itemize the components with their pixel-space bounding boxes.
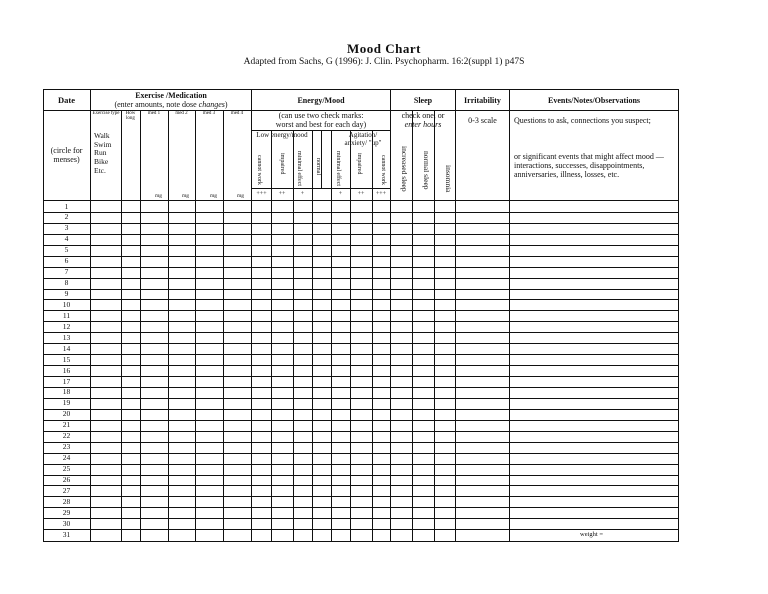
mark-high-2: ++ (357, 191, 365, 197)
agitation-label: Agitation/ anxiety/ "up" (344, 131, 382, 148)
mark-high-1: + (338, 191, 343, 197)
weight-label: weight = (580, 531, 603, 538)
exercise-note: (enter amounts, note dose changes) (114, 100, 228, 109)
sleep-increased: increased sleep (400, 146, 409, 192)
day-row-1: 1 (64, 201, 69, 211)
day-row-15: 15 (62, 354, 71, 364)
day-row-19: 19 (62, 398, 71, 408)
sleep-note-1: check one, or (401, 111, 445, 120)
events-significant: or significant events that might affect mood — interactions, successes, disappointments, anniversaries, illness, losses, etc. (514, 152, 664, 180)
day-row-20: 20 (62, 409, 71, 419)
day-row-11: 11 (62, 310, 71, 320)
med2-unit: mg (182, 193, 190, 199)
day-row-28: 28 (62, 496, 71, 506)
med1-unit: mg (155, 193, 163, 199)
level-normal: normal (315, 158, 321, 175)
events-questions: Questions to ask, connections you suspect; (514, 116, 651, 125)
level-cannot-work-high: cannot work (380, 155, 386, 185)
exercise-medication-header: Exercise /Medication (135, 91, 207, 100)
mark-low-1: + (300, 191, 305, 197)
exercise-types: Walk Swim Run Bike Etc. (94, 131, 112, 175)
day-row-21: 21 (62, 420, 71, 430)
irritability-scale: 0-3 scale (468, 116, 497, 125)
mark-high-3: +++ (375, 191, 387, 197)
day-row-13: 13 (62, 332, 71, 342)
level-impaired-low: impaired (279, 153, 285, 175)
day-row-10: 10 (62, 299, 71, 309)
page-title: Mood Chart (347, 41, 421, 56)
sleep-normal: normal sleep (422, 151, 431, 190)
how-long-label: How long (125, 111, 136, 122)
day-row-3: 3 (64, 223, 69, 233)
day-row-18: 18 (62, 387, 71, 397)
mark-low-3: +++ (256, 191, 267, 197)
events-header: Events/Notes/Observations (548, 96, 640, 105)
med1-label: med 1 (147, 111, 161, 116)
menses-note: (circle for menses) (50, 146, 83, 165)
day-row-6: 6 (64, 256, 69, 266)
level-minimal-effect-low: minimal effect (296, 151, 302, 187)
med3-label: med 3 (202, 111, 216, 116)
day-row-24: 24 (62, 453, 71, 463)
day-row-16: 16 (62, 365, 71, 375)
energy-note-1: (can use two check marks: (278, 111, 364, 120)
day-row-8: 8 (64, 278, 69, 288)
med4-unit: mg (237, 193, 245, 199)
energy-mood-header: Energy/Mood (297, 96, 345, 105)
mark-low-2: ++ (278, 191, 286, 197)
day-row-17: 17 (62, 376, 71, 386)
day-row-14: 14 (62, 343, 71, 353)
date-header: Date (58, 95, 75, 105)
day-row-30: 30 (62, 518, 71, 528)
day-row-4: 4 (64, 234, 69, 244)
day-row-2: 2 (64, 212, 69, 222)
sleep-header: Sleep (413, 96, 433, 105)
day-row-31: 31 (62, 529, 71, 539)
day-row-7: 7 (64, 267, 69, 277)
level-impaired-high: impaired (356, 153, 362, 175)
citation: Adapted from Sachs, G (1996): J. Clin. Psychopharm. 16:2(suppl 1) p47S (243, 57, 525, 67)
day-row-26: 26 (62, 475, 71, 484)
level-cannot-work-low: cannot work (256, 155, 262, 185)
exercise-type-label: Exercise type (92, 111, 120, 116)
day-row-23: 23 (62, 442, 71, 452)
med3-unit: mg (210, 193, 218, 199)
day-row-9: 9 (64, 289, 69, 299)
energy-note-2: worst and best for each day) (275, 120, 367, 129)
day-row-27: 27 (62, 485, 71, 495)
day-row-29: 29 (62, 507, 71, 517)
irritability-header: Irritability (464, 96, 501, 105)
day-row-12: 12 (62, 321, 71, 331)
med2-label: med 2 (175, 111, 188, 116)
day-row-5: 5 (64, 245, 69, 255)
level-minimal-effect-high: minimal effect (335, 151, 341, 187)
day-row-22: 22 (62, 431, 71, 441)
sleep-note-2: enter hours (404, 120, 442, 129)
day-row-25: 25 (62, 464, 71, 474)
low-energy-label: Low energy/mood (256, 131, 308, 139)
med4-label: med 4 (230, 111, 244, 116)
sleep-insomnia: insomnia (444, 165, 453, 193)
